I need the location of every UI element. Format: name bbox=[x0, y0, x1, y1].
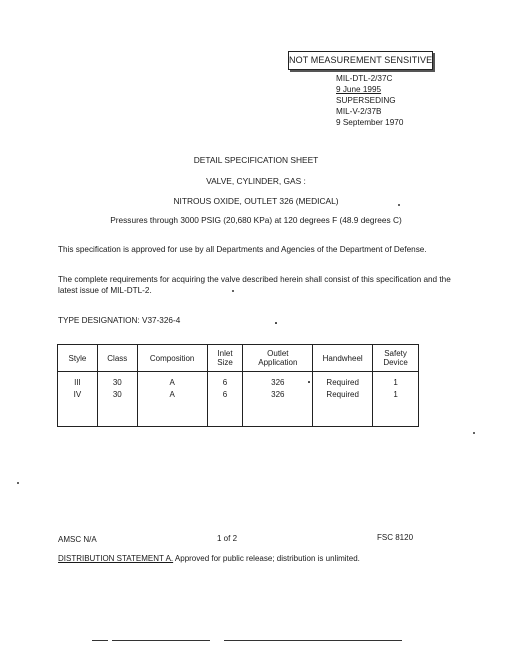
scan-speck bbox=[17, 482, 19, 484]
col-header-composition: Composition bbox=[137, 345, 207, 372]
scan-speck bbox=[308, 381, 310, 383]
table-row bbox=[58, 372, 419, 391]
type-designation: TYPE DESIGNATION: V37-326-4 bbox=[58, 316, 181, 325]
measurement-marking-box: NOT MEASUREMENT SENSITIVE bbox=[288, 51, 433, 70]
page-number: 1 of 2 bbox=[217, 534, 238, 543]
cell-outlet-application: 326 bbox=[243, 390, 313, 402]
superseding-label: SUPERSEDING bbox=[336, 96, 396, 105]
scan-speck bbox=[398, 204, 400, 206]
scan-speck bbox=[232, 290, 234, 292]
requirements-statement-line1: The complete requirements for acquiring the valve described herein shall consist of this specification and the bbox=[58, 275, 451, 284]
table-row bbox=[58, 390, 419, 402]
cell-composition: A bbox=[137, 390, 207, 402]
distribution-text: Approved for public release; distribution is unlimited. bbox=[174, 554, 360, 563]
cell-composition: A bbox=[137, 372, 207, 391]
cell-handwheel: Required bbox=[313, 390, 373, 402]
document-date: 9 June 1995 bbox=[336, 85, 382, 94]
col-header-outlet-application: Outlet Application bbox=[243, 345, 313, 372]
table-empty-row bbox=[58, 402, 419, 427]
document-number: MIL-DTL-2/37C bbox=[336, 74, 393, 83]
scan-speck bbox=[473, 432, 475, 434]
valve-spec-table bbox=[57, 344, 419, 427]
scan-speck bbox=[275, 322, 277, 324]
item-title: VALVE, CYLINDER, GAS : bbox=[206, 176, 306, 186]
requirements-statement-line2: latest issue of MIL-DTL-2. bbox=[58, 286, 152, 295]
sheet-type-title: DETAIL SPECIFICATION SHEET bbox=[193, 155, 319, 165]
distribution-statement bbox=[58, 554, 360, 563]
col-header-safety-device: Safety Device bbox=[373, 345, 419, 372]
col-header-inlet-size: Inlet Size bbox=[207, 345, 243, 372]
col-header-class: Class bbox=[97, 345, 137, 372]
scan-bottom-line bbox=[224, 640, 402, 641]
table-header-row bbox=[58, 345, 419, 372]
cell-class: 30 bbox=[97, 390, 137, 402]
scan-bottom-line bbox=[112, 640, 210, 641]
amsc-code: AMSC N/A bbox=[58, 535, 97, 544]
pressure-rating: Pressures through 3000 PSIG (20,680 KPa) at 120 degrees F (48.9 degrees C) bbox=[110, 215, 402, 225]
cell-style: III bbox=[58, 372, 98, 391]
cell-inlet-size: 6 bbox=[207, 372, 243, 391]
cell-inlet-size: 6 bbox=[207, 390, 243, 402]
scan-bottom-line bbox=[92, 640, 108, 641]
cell-class: 30 bbox=[97, 372, 137, 391]
col-header-style: Style bbox=[58, 345, 98, 372]
superseded-date: 9 September 1970 bbox=[336, 118, 404, 127]
superseded-number: MIL-V-2/37B bbox=[336, 107, 382, 116]
distribution-label: DISTRIBUTION STATEMENT A. bbox=[58, 554, 174, 563]
approval-statement: This specification is approved for use by all Departments and Agencies of the Department of Defense. bbox=[58, 245, 427, 254]
gas-title: NITROUS OXIDE, OUTLET 326 (MEDICAL) bbox=[173, 196, 339, 206]
cell-outlet-application: 326 bbox=[243, 372, 313, 391]
col-header-handwheel: Handwheel bbox=[313, 345, 373, 372]
fsc-code: FSC 8120 bbox=[377, 533, 414, 542]
cell-safety-device: 1 bbox=[373, 372, 419, 391]
cell-safety-device: 1 bbox=[373, 390, 419, 402]
cell-style: IV bbox=[58, 390, 98, 402]
cell-handwheel: Required bbox=[313, 372, 373, 391]
